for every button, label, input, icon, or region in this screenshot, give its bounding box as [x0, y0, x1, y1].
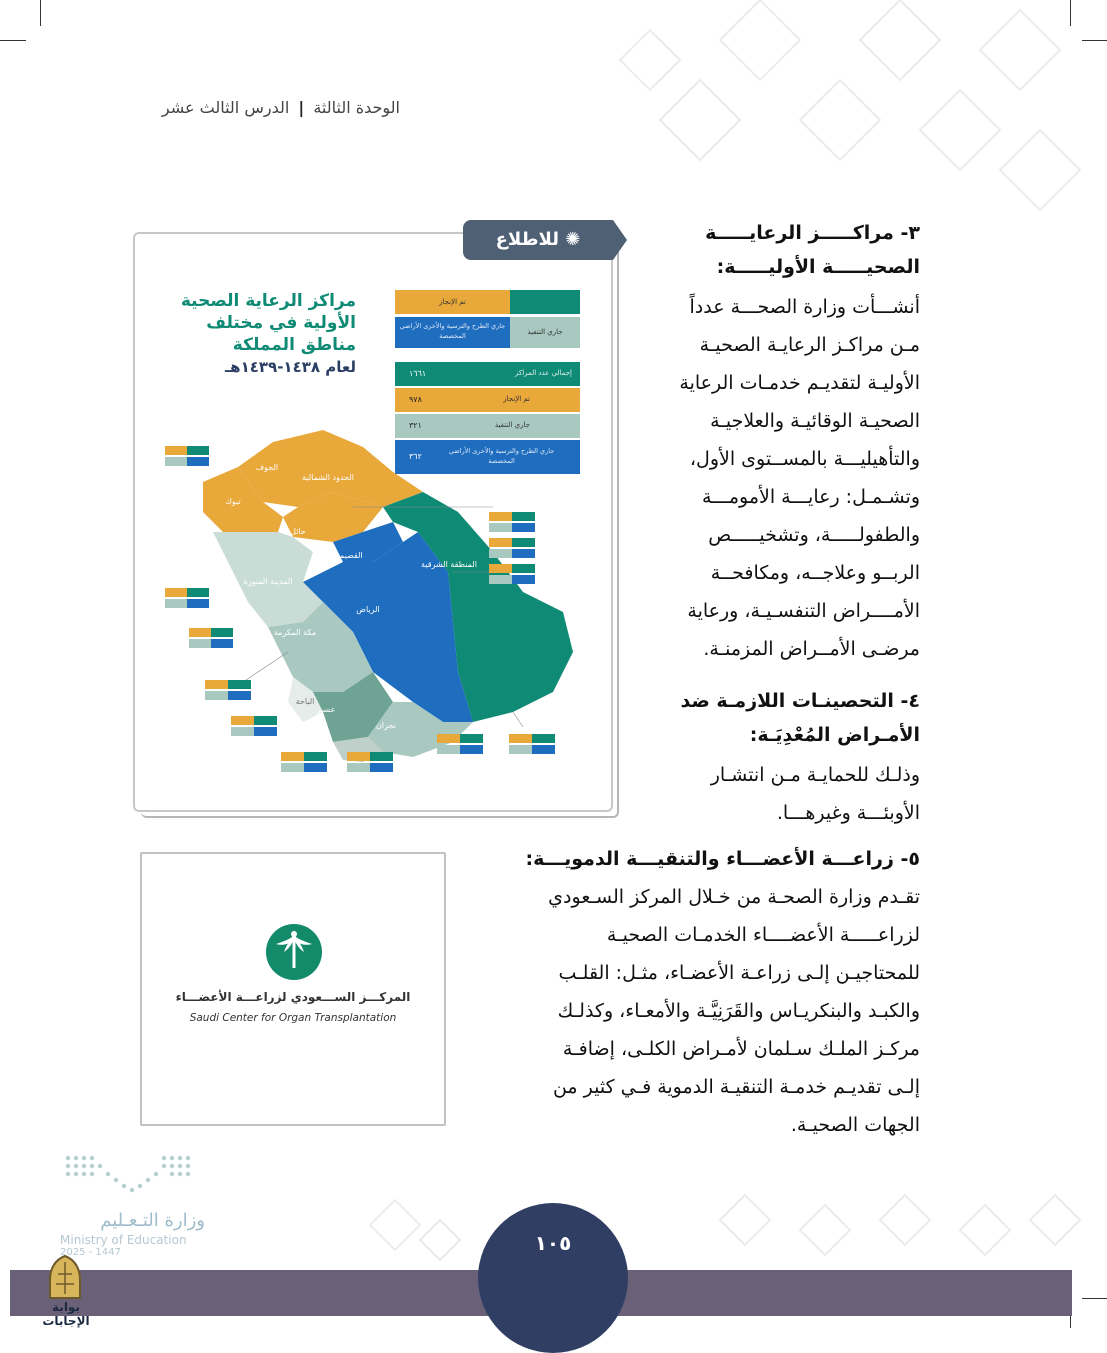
stats-value: ٣٢١ [409, 421, 422, 430]
map-data-tag [189, 628, 233, 648]
legend-tendering: جاري الطرح والترسية والأخرى الأراضي المخصصة [395, 317, 510, 348]
text-line: للمحتاجيـن إلـى زراعـة الأعضـاء، مثـل: القلـب [558, 962, 920, 984]
map-legend [395, 290, 580, 348]
lesson-label: الدرس الثالث عشر [161, 98, 290, 117]
map-title-line: الأولية في مختلف [206, 313, 356, 333]
logo-english-name: Saudi Center for Organ Transplantation [189, 1012, 397, 1024]
page-number-badge [478, 1203, 628, 1353]
map-label-qassim: القصيم [339, 551, 363, 560]
stats-value: ٣٦٢ [409, 452, 422, 461]
section-5 [472, 842, 920, 1144]
text-line: والطفولـــــة، وتشخيـــــص [708, 524, 920, 546]
section-heading: ٣- مراكـــــز الرعايـــــة [705, 222, 920, 244]
map-label-asir: عسير [316, 705, 336, 714]
text-line: مركـز الملـك سـلمان لأمـراض الكلـى، إضافـة [562, 1038, 920, 1060]
unit-label: الوحدة الثالثة [313, 98, 400, 117]
map-data-tag [205, 680, 251, 700]
text-line: الربــو وعلاجــه، ومكافحــة [710, 562, 920, 584]
map-data-tag [489, 512, 535, 532]
map-data-tag [489, 538, 535, 558]
ministry-logo-icon [62, 1150, 202, 1200]
map-label-tabuk: تبوك [225, 497, 241, 506]
map-label-madinah: المدينة المنورة [243, 577, 293, 586]
stats-label: إجمالي عدد المراكز [515, 369, 572, 377]
section-heading: ٤- التحصينـات اللازمـة ضد [680, 690, 920, 712]
stats-label: جاري الطرح والترسية والأخرى الأراضي المخصصة [448, 447, 555, 465]
section-heading: ٥- زراعـــة الأعضـــاء والتنقيـــة الدمويـــة: [525, 848, 920, 870]
ministry-block [60, 1210, 205, 1258]
stats-label: تم الإنجاز [503, 395, 530, 403]
legend-completed: تم الإنجاز [395, 290, 510, 314]
logo-arabic-name: المركـــز الســـعودي لزراعـــة الأعضـــاء [175, 990, 411, 1004]
map-data-tag [231, 716, 277, 736]
map-data-tag [437, 734, 483, 754]
map-label-hail: حائل [290, 527, 306, 536]
map-title-line: مناطق المملكة [232, 335, 356, 355]
map-data-tag [489, 564, 535, 584]
ministry-english: Ministry of Education [60, 1233, 187, 1247]
section-heading: الصحيـــــة الأوليـــــة: [716, 256, 920, 278]
legend-swatch-green [510, 290, 580, 314]
map-data-tag [281, 752, 327, 772]
stats-label: جاري التنفيذ [494, 421, 530, 429]
text-line: مرضـى الأمــراض المزمنـة. [703, 638, 920, 660]
organ-center-logo-box [140, 852, 446, 1126]
stats-row [395, 362, 580, 386]
text-line: وذلـك للحمايـة مـن انتشـار [710, 764, 920, 786]
ministry-arabic: وزارة التـعـليم [100, 1210, 205, 1231]
text-line: والتأهيليـــة بالمســتوى الأول، [689, 448, 920, 470]
text-line: الأوبئـــة وغيرهـــا. [776, 802, 920, 824]
map-data-tag [347, 752, 393, 772]
text-line: والكبـد والبنكريـاس والقَرَنِيَّـة والأمعـاء، وكذلـك [557, 1000, 920, 1022]
map-title [151, 290, 356, 378]
info-panel [133, 229, 618, 818]
map-label-riyadh: الرياض [356, 605, 380, 614]
header-separator: | [298, 98, 305, 117]
section-3 [646, 216, 920, 668]
watermark-icon [44, 1254, 86, 1300]
map-data-tag [509, 734, 555, 754]
text-line: الأوليـة لتقديـم خدمـات الرعاية [679, 372, 920, 394]
info-tag-label: للاطلاع [495, 229, 559, 250]
ministry-year: 2025 - 1447 [60, 1247, 121, 1258]
text-line: لزراعـــــة الأعضــــاء الخدمـات الصحيـة [606, 924, 920, 946]
palm-logo-icon [264, 922, 324, 982]
stats-value: ٩٧٨ [409, 395, 422, 404]
text-line: تقـدم وزارة الصحـة من خـلال المركز السـعودي [548, 886, 920, 908]
lightbulb-icon: ✺ [565, 229, 581, 250]
map-data-tag [165, 588, 209, 608]
running-header [130, 98, 400, 117]
text-line: مـن مراكـز الرعايـة الصحيـة [699, 334, 920, 356]
map-title-line: مراكز الرعاية الصحية [180, 291, 356, 311]
map-label-najran: نجران [376, 721, 396, 730]
map-label-jouf: الجوف [255, 463, 279, 472]
map-title-year: لعام ١٤٣٨-١٤٣٩هـ [225, 358, 356, 376]
info-tag [463, 220, 613, 260]
map-label-northern: الحدود الشمالية [302, 473, 354, 482]
watermark-text: بوابة الإجابات [42, 1300, 90, 1328]
text-line: الجهات الصحيـة. [790, 1114, 920, 1136]
stats-row [395, 388, 580, 412]
page-number: ١٠٥ [534, 1231, 572, 1255]
map-data-tag [165, 446, 209, 466]
map-label-baha: الباحة [295, 697, 315, 706]
text-line: الصحيـة الوقائيـة والعلاجيـة [710, 410, 920, 432]
text-line: إلـى تقديـم خدمـة التنقيـة الدموية فـي كثير من [552, 1076, 920, 1098]
map-label-makkah: مكة المكرمة [273, 628, 317, 637]
legend-in-progress: جاري التنفيذ [510, 317, 580, 348]
section-heading: الأمـراض المُعْدِيَـة: [749, 724, 920, 746]
text-line: الأمــــراض التنفسـيـة، ورعاية [687, 600, 920, 622]
section-4 [646, 684, 920, 832]
stats-value: ١٦٦١ [409, 369, 427, 378]
map-label-eastern: المنطقة الشرقية [421, 560, 477, 569]
text-line: وتشـمـل: رعايـــة الأمومـــة [701, 486, 920, 508]
text-line: أنشـــأت وزارة الصحـــة عدداً [689, 296, 920, 318]
